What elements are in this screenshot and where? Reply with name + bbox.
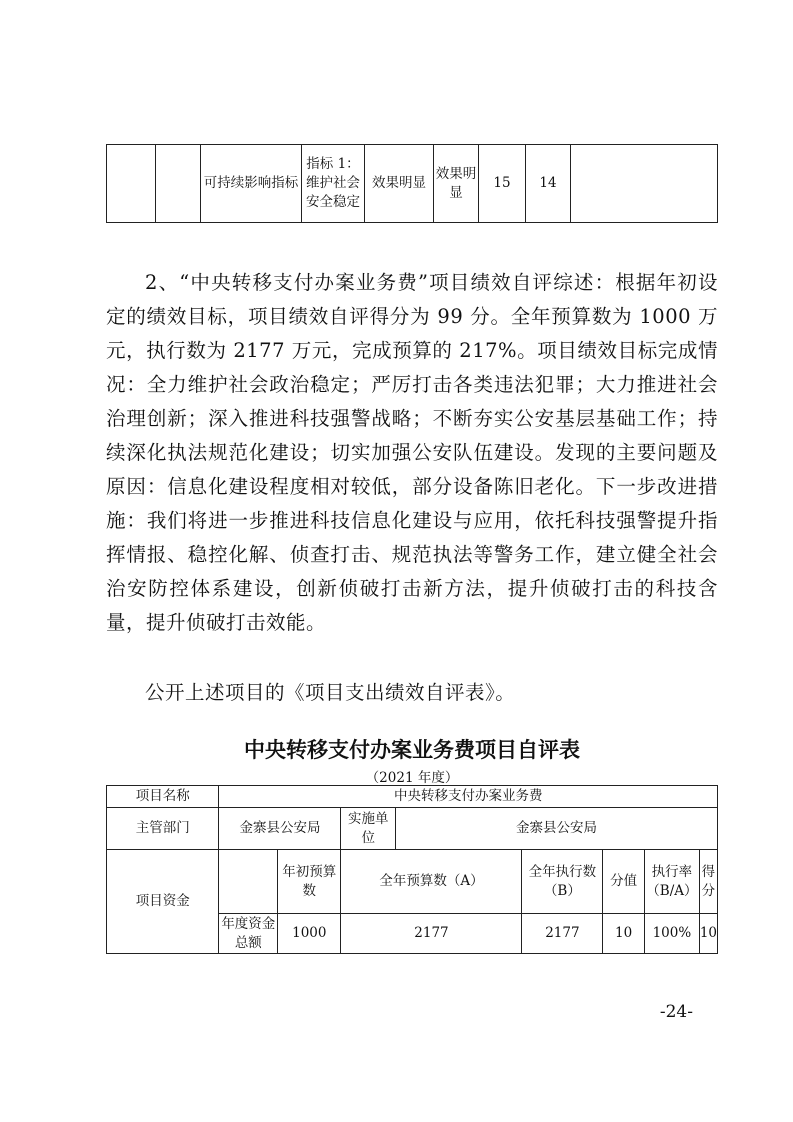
value-initial-budget: 1000 — [278, 914, 341, 954]
project-name-value: 中央转移支付办案业务费 — [219, 786, 718, 808]
impl-value: 金寨县公安局 — [396, 808, 718, 850]
header-execution: 全年执行数（B） — [522, 850, 603, 914]
cell-weight: 15 — [479, 145, 526, 223]
header-execution-rate: 执行率（B/A） — [645, 850, 700, 914]
cell-indicator-type: 可持续影响指标 — [201, 145, 302, 223]
cell-target: 效果明显 — [365, 145, 434, 223]
value-execution: 2177 — [522, 914, 603, 954]
header-annual-budget: 全年预算数（A） — [341, 850, 522, 914]
funds-label: 项目资金 — [107, 850, 219, 954]
cell-remark — [571, 145, 718, 223]
top-indicator-table — [106, 144, 718, 223]
value-execution-rate: 100% — [645, 914, 700, 954]
cell-score: 14 — [526, 145, 571, 223]
evaluation-summary-paragraph: 2、“中央转移支付办案业务费”项目绩效自评综述：根据年初设定的绩效目标，项目绩效自评得分为 99 分。全年预算数为 1000 万元，执行数为 2177 万元，完成预算的 217%。项目绩效目标完成情况：全力维护社会政治稳定；严厉打击各类违法犯罪；大力推进社会治理创新；深入推进科技强警战略；不断夯实公安基层基础工作；持续深化执法规范化建设；切实加强公安队伍建设。发现的主要问题及原因：信息化建设程度相对较低，部分设备陈旧老化。下一步改进措施：我们将进一步推进科技信息化建设与应用，依托科技强警提升指挥情报、稳控化解、侦查打击、规范执法等警务工作，建立健全社会治安防控体系建设，创新侦破打击新方法，提升侦破打击的科技含量，提升侦破打击效能。 — [106, 271, 718, 634]
value-annual-budget: 2177 — [341, 914, 522, 954]
cell-actual: 效果明显 — [434, 145, 479, 223]
project-name-label: 项目名称 — [107, 786, 219, 808]
cell-empty — [107, 145, 156, 223]
self-evaluation-table — [106, 785, 718, 954]
table-title: 中央转移支付办案业务费项目自评表 — [244, 738, 580, 762]
page-number: -24- — [659, 1002, 693, 1022]
header-score: 得分 — [699, 850, 717, 914]
header-empty — [219, 850, 278, 914]
table-year: （2021 年度） — [365, 770, 459, 786]
total-funds-label: 年度资金总额 — [219, 914, 278, 954]
cell-empty — [156, 145, 201, 223]
value-weight: 10 — [603, 914, 645, 954]
disclosure-paragraph: 公开上述项目的《项目支出绩效自评表》。 — [145, 681, 516, 704]
header-weight: 分值 — [603, 850, 645, 914]
dept-label: 主管部门 — [107, 808, 219, 850]
cell-indicator: 指标 1：维护社会安全稳定 — [302, 145, 365, 223]
value-score: 10 — [699, 914, 717, 954]
dept-value: 金寨县公安局 — [219, 808, 341, 850]
header-initial-budget: 年初预算数 — [278, 850, 341, 914]
impl-label: 实施单位 — [341, 808, 396, 850]
